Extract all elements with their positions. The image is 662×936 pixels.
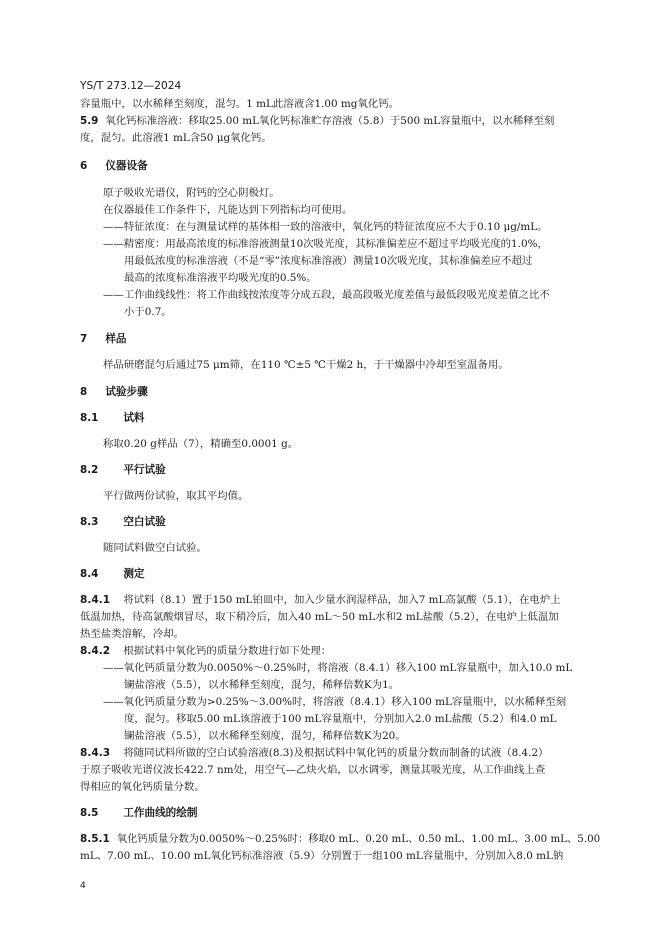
clause-text: 根据试料中氧化钙的质量分数进行如下处理： bbox=[123, 645, 332, 657]
paragraph-line: 低温加热，待高氯酸烟冒尽，取下稍冷后，加入40 mL～50 mL水和2 mL盐酸（5.2），在电炉上低温加 bbox=[80, 611, 559, 623]
paragraph-line: 度，混匀。此溶液1 mL含50 μg氧化钙。 bbox=[80, 132, 272, 144]
paragraph-line: 样品研磨混匀后通过75 μm筛，在110 ℃±5 ℃干燥2 h，于干燥器中冷却至室温备用。 bbox=[103, 359, 509, 371]
list-item-dash: ——特征浓度：在与测量试样的基体相一致的溶液中，氧化钙的特征浓度应不大于0.10 μg/mL。 bbox=[103, 221, 548, 233]
list-item-dash: ——精密度：用最高浓度的标准溶液测量10次吸光度，其标准偏差应不超过平均吸光度的1.0%， bbox=[103, 238, 548, 250]
section-title: 测定 bbox=[123, 568, 145, 580]
paragraph-line: 称取0.20 g样品（7），精确至0.0001 g。 bbox=[103, 438, 299, 450]
section-number: 6 bbox=[80, 160, 88, 172]
section-title: 试料 bbox=[123, 412, 145, 424]
subsection-8-2-heading bbox=[80, 460, 166, 481]
section-number: 8.4 bbox=[80, 568, 99, 580]
list-item-dash: ——氧化钙质量分数为0.0050%～0.25%时，将溶液（8.4.1）移入100 mL容量瓶中，加入10.0 mL bbox=[103, 662, 573, 674]
paragraph-line: 得相应的氧化钙质量分数。 bbox=[80, 781, 205, 793]
clause-text: 氧化钙标准溶液：移取25.00 mL氧化钙标准贮存溶液（5.8）于500 mL容量瓶中，以水稀释至刻 bbox=[105, 115, 555, 127]
subsection-8-3-heading bbox=[80, 512, 166, 533]
section-number: 8.2 bbox=[80, 464, 99, 476]
section-number: 8.1 bbox=[80, 412, 99, 424]
list-item-dash: ——工作曲线线性：将工作曲线按浓度等分成五段，最高段吸光度差值与最低段吸光度差值之比不 bbox=[103, 289, 550, 301]
section-title: 平行试验 bbox=[123, 464, 166, 476]
section-title: 仪器设备 bbox=[105, 160, 148, 172]
paragraph-line: 原子吸收光谱仪，附钙的空心阴极灯。 bbox=[103, 187, 280, 199]
section-number: 8 bbox=[80, 386, 88, 398]
clause-number: 8.4.1 bbox=[80, 594, 111, 606]
section-number: 8.3 bbox=[80, 516, 99, 528]
section-number: 8.5 bbox=[80, 807, 99, 819]
clause-text: 氧化钙质量分数为0.0050%～0.25%时：移取0 mL、0.20 mL、0.50 mL、1.00 mL、3.00 mL、5.00 bbox=[116, 833, 601, 845]
subsection-8-5-heading bbox=[80, 803, 197, 824]
section-6-heading bbox=[80, 156, 148, 177]
list-item-continuation: 度，混匀。移取5.00 mL该溶液于100 mL容量瓶中，分别加入2.0 mL盐酸（5.2）和4.0 mL bbox=[124, 713, 557, 725]
list-item-continuation: 镧盐溶液（5.5），以水稀释至刻度，混匀，稀释倍数K为1。 bbox=[124, 679, 400, 691]
clause-number: 5.9 bbox=[80, 115, 99, 127]
paragraph-line: 平行做两份试验，取其平均值。 bbox=[103, 490, 249, 502]
clause-text: 将随同试料所做的空白试验溶液(8.3)及根据试料中氧化钙的质量分数而制备的试液（8.4.2） bbox=[123, 747, 549, 759]
paragraph-line: 热至盐类溶解，冷却。 bbox=[80, 628, 184, 640]
clause-number: 8.4.3 bbox=[80, 747, 111, 759]
paragraph-line: mL、7.00 mL、10.00 mL氧化钙标准溶液（5.9）分别置于一组100 mL容量瓶中，分别加入8.0 mL钠 bbox=[80, 850, 564, 862]
list-item-dash: ——氧化钙质量分数为>0.25%～3.00%时，将溶液（8.4.1）移入100 mL容量瓶中，以水稀释至刻 bbox=[103, 696, 567, 708]
clause-number: 8.4.2 bbox=[80, 645, 111, 657]
section-title: 试验步骤 bbox=[105, 386, 148, 398]
paragraph-line: 容量瓶中，以水稀释至刻度，混匀。1 mL此溶液含1.00 mg氧化钙。 bbox=[80, 98, 399, 110]
paragraph-line: 于原子吸收光谱仪波长422.7 nm处，用空气—乙炔火焰，以水调零，测量其吸光度，从工作曲线上查 bbox=[80, 764, 546, 776]
standard-code-header: YS/T 273.12—2024 bbox=[80, 80, 182, 92]
page-number: 4 bbox=[80, 881, 86, 891]
paragraph-line: 随同试料做空白试验。 bbox=[103, 542, 207, 554]
list-item-continuation: 小于0.7。 bbox=[124, 306, 172, 318]
subsection-8-4-heading bbox=[80, 564, 145, 585]
clause-text: 将试料（8.1）置于150 mL铂皿中，加入少量水润湿样品，加入7 mL高氯酸（5.1），在电炉上 bbox=[123, 594, 561, 606]
section-title: 空白试验 bbox=[123, 516, 166, 528]
clause-number: 8.5.1 bbox=[80, 833, 110, 845]
list-item-continuation: 用最低浓度的标准溶液（不是“零”浓度标准溶液）测量10次吸光度，其标准偏差应不超过 bbox=[124, 255, 533, 267]
paragraph-line: 在仪器最佳工作条件下，凡能达到下列指标均可使用。 bbox=[103, 204, 353, 216]
section-8-heading bbox=[80, 382, 148, 403]
section-title: 工作曲线的绘制 bbox=[123, 807, 198, 819]
section-title: 样品 bbox=[105, 333, 127, 345]
list-item-continuation: 镧盐溶液（5.5），以水稀释至刻度，混匀，稀释倍数K为20。 bbox=[124, 730, 406, 742]
section-7-heading bbox=[80, 329, 127, 350]
list-item-continuation: 最高的浓度标准溶液平均吸光度的0.5%。 bbox=[124, 272, 317, 284]
section-number: 7 bbox=[80, 333, 88, 345]
subsection-8-1-heading bbox=[80, 408, 145, 429]
